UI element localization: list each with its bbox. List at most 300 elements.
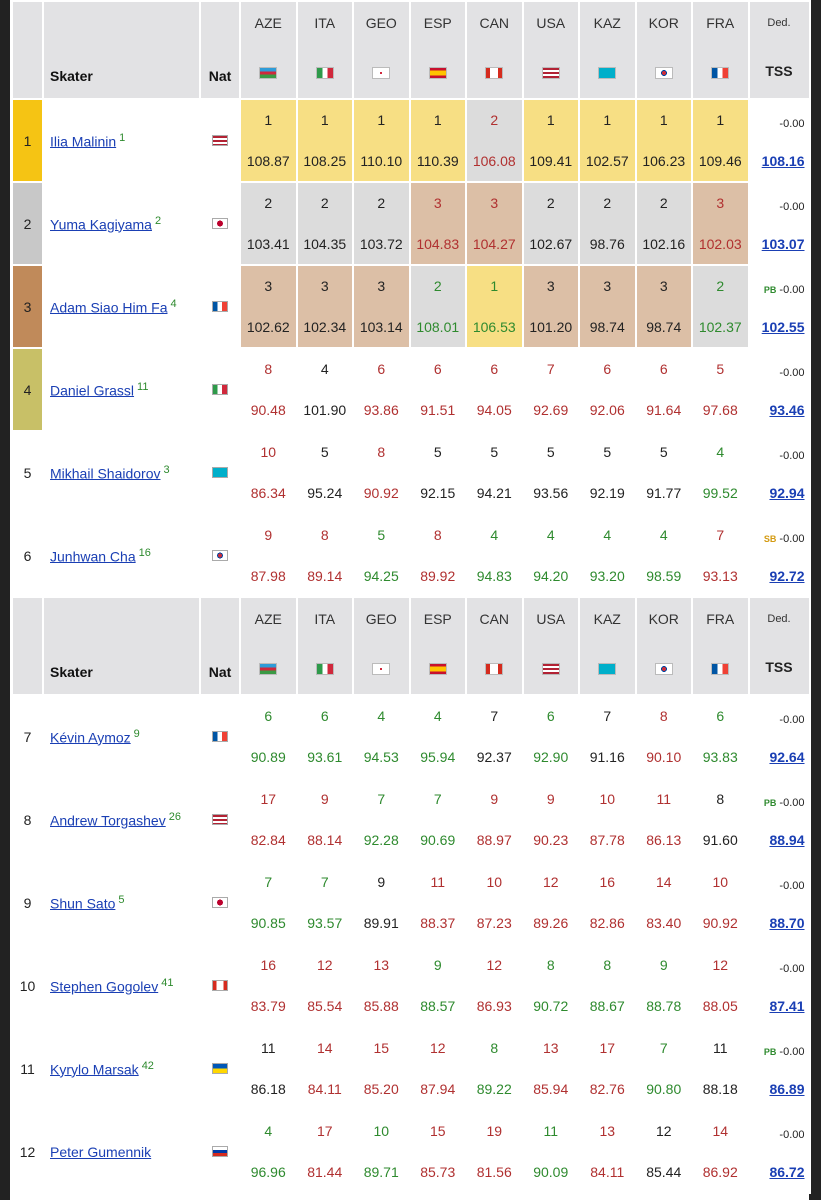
judge-score: 83.40 — [646, 915, 682, 931]
judge-score-cell — [297, 695, 354, 778]
judge-score: 90.92 — [702, 915, 738, 931]
judge-score: 84.11 — [590, 1164, 625, 1180]
judge-score-cell — [353, 348, 410, 431]
judge-place: 3 — [264, 278, 273, 294]
judge-score-cell — [240, 861, 297, 944]
world-ranking: 2 — [154, 214, 162, 227]
judge-score-cell — [523, 1110, 580, 1193]
judge-place: 7 — [716, 527, 725, 543]
judge-score-cell — [523, 861, 580, 944]
header-nat: Nat — [200, 597, 240, 695]
nat-cell — [200, 348, 240, 431]
judge-score-cell — [579, 265, 636, 348]
judge-place: 2 — [603, 195, 612, 211]
judge-score: 92.69 — [533, 402, 569, 418]
judge-score-cell — [523, 514, 580, 597]
judge-score: 90.69 — [420, 832, 456, 848]
judge-score-cell — [523, 778, 580, 861]
judge-score-cell — [297, 348, 354, 431]
judge-place: 13 — [373, 957, 390, 973]
skater-name-link[interactable]: Daniel Grassl — [50, 382, 135, 399]
ita-flag-icon — [316, 67, 334, 79]
judge-code: AZE — [254, 15, 282, 31]
judge-place: 8 — [546, 957, 555, 973]
judge-place: 7 — [264, 874, 273, 890]
judge-place: 4 — [490, 527, 499, 543]
judge-score-cell — [410, 944, 467, 1027]
judge-score: 89.92 — [420, 568, 456, 584]
deduction-line — [779, 959, 804, 975]
judge-place: 7 — [490, 708, 499, 724]
skater-cell — [43, 431, 200, 514]
judge-score-cell — [240, 265, 297, 348]
judge-place: 17 — [316, 1123, 333, 1139]
judge-place: 8 — [659, 708, 668, 724]
judge-score-cell — [297, 182, 354, 265]
skater-name-link[interactable]: Kévin Aymoz — [50, 729, 131, 746]
judge-place: 16 — [599, 874, 616, 890]
tss-link[interactable]: 88.94 — [769, 832, 805, 848]
judge-score: 90.92 — [363, 485, 399, 501]
judge-place: 9 — [490, 791, 499, 807]
judge-score-cell — [523, 695, 580, 778]
rank-cell: 8 — [12, 778, 43, 861]
header-ded-tss — [749, 597, 810, 695]
skater-cell — [43, 265, 200, 348]
judge-score-cell — [636, 182, 693, 265]
judge-place: 13 — [599, 1123, 616, 1139]
judge-score-cell — [353, 1027, 410, 1110]
header-ded: Ded. — [767, 613, 791, 625]
fra-flag-icon — [711, 67, 729, 79]
judge-score: 94.25 — [363, 568, 399, 584]
deduction-value: -0.00 — [779, 1046, 805, 1058]
judge-score-cell — [353, 1110, 410, 1193]
judge-score: 91.60 — [702, 832, 738, 848]
nat-cell — [200, 182, 240, 265]
judge-score-cell — [297, 861, 354, 944]
can-flag-icon — [485, 663, 503, 675]
judge-place: 17 — [260, 791, 277, 807]
judge-score: 98.74 — [589, 319, 625, 335]
judge-score-cell — [579, 1110, 636, 1193]
rank-cell: 1 — [12, 99, 43, 182]
judge-place: 3 — [659, 278, 668, 294]
rank-cell: 7 — [12, 695, 43, 778]
judge-code: FRA — [706, 15, 735, 31]
nat-cell — [200, 695, 240, 778]
judge-score: 90.85 — [250, 915, 286, 931]
tss-link[interactable]: 92.94 — [769, 485, 805, 501]
judge-score-cell — [353, 182, 410, 265]
judge-score: 106.23 — [642, 153, 686, 169]
judge-score-cell — [692, 778, 749, 861]
judge-score: 102.34 — [303, 319, 347, 335]
judge-score-cell — [410, 514, 467, 597]
judge-place: 14 — [316, 1040, 333, 1056]
tss-link[interactable]: 88.70 — [769, 915, 805, 931]
judge-score-cell — [692, 1110, 749, 1193]
judge-score-cell — [636, 944, 693, 1027]
judge-code: GEO — [365, 15, 397, 31]
judge-place: 6 — [377, 361, 386, 377]
judge-score: 103.72 — [359, 236, 403, 252]
ded-tss-cell — [749, 778, 810, 861]
judge-code: CAN — [479, 611, 510, 627]
ded-tss-cell — [749, 1027, 810, 1110]
judge-score-cell — [579, 514, 636, 597]
skater-name-link[interactable]: Andrew Torgashev — [50, 812, 166, 829]
judge-score: 106.53 — [472, 319, 516, 335]
judge-code: USA — [536, 15, 566, 31]
judge-score: 98.59 — [646, 568, 682, 584]
judge-score-cell — [297, 514, 354, 597]
judge-score: 93.57 — [307, 915, 343, 931]
nat-cell — [200, 944, 240, 1027]
judge-score: 92.06 — [589, 402, 625, 418]
judge-place: 1 — [320, 112, 329, 128]
table-row — [12, 99, 810, 182]
judge-header-ita — [297, 1, 354, 99]
judge-score: 93.61 — [307, 749, 343, 765]
world-ranking: 3 — [163, 463, 170, 476]
judge-score-cell — [692, 514, 749, 597]
judge-score: 90.72 — [533, 998, 569, 1014]
deduction-line — [779, 363, 804, 379]
judge-score-cell — [240, 348, 297, 431]
judge-score: 94.05 — [476, 402, 512, 418]
judge-place: 1 — [603, 112, 612, 128]
table-row — [12, 265, 810, 348]
judge-place: 11 — [712, 1040, 728, 1056]
header-row — [12, 1, 810, 99]
judge-place: 12 — [486, 957, 503, 973]
judge-score-cell — [466, 1110, 523, 1193]
judge-place: 6 — [264, 708, 273, 724]
judge-score-cell — [410, 778, 467, 861]
judge-place: 9 — [546, 791, 555, 807]
skater-name-link[interactable]: Kyrylo Marsak — [50, 1061, 139, 1078]
judge-score-cell — [636, 99, 693, 182]
skater-name-link[interactable]: Peter Gumennik — [50, 1143, 152, 1160]
deduction-value: -0.00 — [779, 450, 805, 462]
judge-score-cell — [240, 514, 297, 597]
judge-place: 17 — [599, 1040, 616, 1056]
judge-header-geo — [353, 597, 410, 695]
judge-score-cell — [410, 431, 467, 514]
judge-score: 93.13 — [702, 568, 738, 584]
kaz-flag-icon — [212, 467, 228, 478]
world-ranking: 41 — [161, 976, 174, 989]
tss-link[interactable]: 108.16 — [761, 153, 805, 169]
tss-link[interactable]: 86.72 — [769, 1164, 805, 1180]
deduction-line — [764, 793, 805, 809]
judge-score: 82.76 — [589, 1081, 625, 1097]
world-ranking: 16 — [138, 546, 151, 559]
deduction-value: -0.00 — [779, 963, 805, 975]
judge-place: 10 — [373, 1123, 390, 1139]
rank-cell: 5 — [12, 431, 43, 514]
judge-place: 6 — [433, 361, 442, 377]
deduction-value: -0.00 — [779, 118, 805, 130]
aze-flag-icon — [259, 663, 277, 675]
ded-tss-cell — [749, 431, 810, 514]
judge-score-cell — [692, 431, 749, 514]
judge-place: 3 — [603, 278, 612, 294]
kaz-flag-icon — [598, 663, 616, 675]
judge-score: 85.54 — [307, 998, 343, 1014]
judge-place: 6 — [546, 708, 555, 724]
nat-cell — [200, 861, 240, 944]
judge-score-cell — [297, 944, 354, 1027]
deduction-line — [764, 529, 805, 545]
table-row — [12, 944, 810, 1027]
judge-score-cell — [240, 431, 297, 514]
judge-header-aze — [240, 1, 297, 99]
judge-score: 82.84 — [250, 832, 286, 848]
judge-place: 14 — [655, 874, 672, 890]
judge-score-cell — [523, 348, 580, 431]
judge-place: 3 — [546, 278, 555, 294]
judge-score-cell — [466, 1027, 523, 1110]
ded-tss-cell — [749, 348, 810, 431]
skater-name-link[interactable]: Mikhail Shaidorov — [50, 465, 161, 482]
judge-score: 90.23 — [533, 832, 569, 848]
judge-place: 2 — [716, 278, 725, 294]
judge-score: 108.87 — [246, 153, 290, 169]
judge-score-cell — [353, 514, 410, 597]
header-ded-tss — [749, 1, 810, 99]
judge-header-can — [466, 1, 523, 99]
judge-score: 103.41 — [246, 236, 290, 252]
rank-cell: 12 — [12, 1110, 43, 1193]
table-row — [12, 778, 810, 861]
header-rank-cell — [12, 597, 43, 695]
tss-link[interactable]: 93.46 — [769, 402, 805, 418]
judge-place: 4 — [659, 527, 668, 543]
judge-score: 92.90 — [533, 749, 569, 765]
judge-score: 108.01 — [416, 319, 460, 335]
judge-score: 86.13 — [646, 832, 682, 848]
ded-tss-cell — [749, 944, 810, 1027]
judge-place: 5 — [546, 444, 555, 460]
judge-score-cell — [579, 182, 636, 265]
ukr-flag-icon — [212, 1063, 228, 1074]
judge-score: 99.52 — [702, 485, 738, 501]
judge-place: 7 — [320, 874, 329, 890]
nat-cell — [200, 1110, 240, 1193]
usa-flag-icon — [542, 67, 560, 79]
judge-score-cell — [240, 182, 297, 265]
judge-score-cell — [240, 695, 297, 778]
usa-flag-icon — [212, 814, 228, 825]
judge-score-cell — [353, 265, 410, 348]
judge-score-cell — [636, 778, 693, 861]
tss-link[interactable]: 87.41 — [769, 998, 805, 1014]
personal-best-badge: PB — [763, 285, 777, 295]
tss-link[interactable]: 103.07 — [761, 236, 805, 252]
judge-header-usa — [523, 597, 580, 695]
judge-place: 12 — [655, 1123, 672, 1139]
judge-score-cell — [523, 944, 580, 1027]
judge-score: 94.21 — [476, 485, 512, 501]
deduction-line — [779, 710, 804, 726]
judge-place: 1 — [490, 278, 499, 294]
ded-tss-cell — [749, 861, 810, 944]
judge-score: 85.94 — [533, 1081, 569, 1097]
ded-tss-cell — [749, 695, 810, 778]
deduction-line — [779, 876, 804, 892]
kor-flag-icon — [655, 67, 673, 79]
judge-score: 86.34 — [250, 485, 286, 501]
judge-place: 7 — [659, 1040, 668, 1056]
esp-flag-icon — [429, 67, 447, 79]
judge-place: 14 — [712, 1123, 729, 1139]
jpn-flag-icon — [212, 897, 228, 908]
judge-score-cell — [579, 778, 636, 861]
judge-score: 103.14 — [359, 319, 403, 335]
judge-score: 93.20 — [589, 568, 625, 584]
table-row — [12, 1110, 810, 1193]
personal-best-badge: PB — [763, 798, 777, 808]
judge-place: 4 — [716, 444, 725, 460]
judge-place: 5 — [377, 527, 386, 543]
judge-score: 85.20 — [363, 1081, 399, 1097]
skater-name-link[interactable]: Junhwan Cha — [50, 548, 136, 565]
skater-name-link[interactable]: Ilia Malinin — [50, 133, 117, 150]
judge-score: 89.71 — [363, 1164, 399, 1180]
judge-score: 91.51 — [420, 402, 456, 418]
judge-place: 10 — [486, 874, 503, 890]
judge-score: 98.76 — [589, 236, 625, 252]
judge-place: 4 — [546, 527, 555, 543]
skater-name-link[interactable]: Adam Siao Him Fa — [50, 299, 168, 316]
ded-tss-cell — [749, 1110, 810, 1193]
skater-cell — [43, 99, 200, 182]
judge-code: ESP — [423, 15, 452, 31]
tss-link[interactable]: 92.64 — [769, 749, 805, 765]
judge-score: 86.92 — [702, 1164, 738, 1180]
skater-name-link[interactable]: Shun Sato — [50, 895, 116, 912]
judge-score-cell — [523, 1027, 580, 1110]
judge-header-usa — [523, 1, 580, 99]
judge-place: 4 — [433, 708, 442, 724]
judge-code: KAZ — [593, 15, 621, 31]
judge-score-cell — [297, 431, 354, 514]
judge-score-cell — [579, 1027, 636, 1110]
judge-place: 2 — [377, 195, 386, 211]
judge-score: 88.18 — [702, 1081, 738, 1097]
tss-link[interactable]: 92.72 — [769, 568, 805, 584]
judge-score-cell — [636, 1110, 693, 1193]
skater-cell — [43, 1110, 200, 1193]
judge-score: 85.44 — [646, 1164, 682, 1180]
judge-score: 104.83 — [416, 236, 460, 252]
deduction-line — [779, 114, 804, 130]
judge-place: 5 — [716, 361, 725, 377]
tss-link[interactable]: 102.55 — [761, 319, 805, 335]
judge-score: 101.20 — [529, 319, 573, 335]
judge-place: 3 — [320, 278, 329, 294]
judge-score: 94.20 — [533, 568, 569, 584]
judge-score: 93.56 — [533, 485, 569, 501]
judge-score: 102.57 — [585, 153, 629, 169]
judge-score-cell — [466, 861, 523, 944]
nat-cell — [200, 431, 240, 514]
judge-place: 5 — [320, 444, 329, 460]
judge-score-cell — [410, 1027, 467, 1110]
judge-place: 4 — [603, 527, 612, 543]
deduction-line — [779, 197, 804, 213]
ded-tss-cell — [749, 99, 810, 182]
judge-place: 11 — [656, 791, 672, 807]
skater-name-link[interactable]: Yuma Kagiyama — [50, 216, 152, 233]
judge-score: 109.41 — [529, 153, 573, 169]
judge-place: 2 — [320, 195, 329, 211]
judge-score-cell — [353, 431, 410, 514]
judge-score: 87.98 — [250, 568, 286, 584]
judge-score-cell — [297, 1027, 354, 1110]
judge-score-cell — [579, 944, 636, 1027]
world-ranking: 26 — [168, 810, 181, 823]
judge-code: FRA — [706, 611, 735, 627]
judge-place: 5 — [433, 444, 442, 460]
judge-score-cell — [410, 348, 467, 431]
judge-score: 106.08 — [472, 153, 516, 169]
judge-code: CAN — [479, 15, 510, 31]
judge-code: KOR — [648, 611, 679, 627]
judge-place: 7 — [546, 361, 555, 377]
judge-score: 90.48 — [250, 402, 286, 418]
skater-name-link[interactable]: Stephen Gogolev — [50, 978, 159, 995]
kor-flag-icon — [655, 663, 673, 675]
judge-score: 86.18 — [250, 1081, 286, 1097]
tss-link[interactable]: 86.89 — [769, 1081, 805, 1097]
judge-place: 1 — [264, 112, 273, 128]
world-ranking: 4 — [170, 297, 177, 310]
judge-place: 4 — [264, 1123, 273, 1139]
world-ranking: 11 — [137, 380, 149, 393]
judge-score-cell — [692, 1027, 749, 1110]
skater-cell — [43, 182, 200, 265]
world-ranking: 5 — [118, 893, 125, 906]
table-row — [12, 1027, 810, 1110]
judge-score: 81.44 — [307, 1164, 343, 1180]
judge-score-cell — [240, 99, 297, 182]
rank-cell: 3 — [12, 265, 43, 348]
skater-cell — [43, 348, 200, 431]
judge-place: 10 — [260, 444, 277, 460]
judge-score: 92.37 — [476, 749, 512, 765]
judge-score: 90.89 — [250, 749, 286, 765]
judge-place: 8 — [603, 957, 612, 973]
nat-cell — [200, 778, 240, 861]
judge-place: 6 — [659, 361, 668, 377]
judge-score-cell — [466, 99, 523, 182]
judge-place: 9 — [264, 527, 273, 543]
judge-score: 92.28 — [363, 832, 399, 848]
judge-header-geo — [353, 1, 410, 99]
usa-flag-icon — [212, 135, 228, 146]
judge-score: 93.86 — [363, 402, 399, 418]
judge-place: 9 — [377, 874, 386, 890]
judge-header-kor — [636, 1, 693, 99]
geo-flag-icon — [372, 67, 390, 79]
judge-code: ITA — [314, 15, 336, 31]
deduction-value: -0.00 — [779, 797, 805, 809]
judge-score-cell — [523, 265, 580, 348]
judge-score: 88.14 — [307, 832, 343, 848]
